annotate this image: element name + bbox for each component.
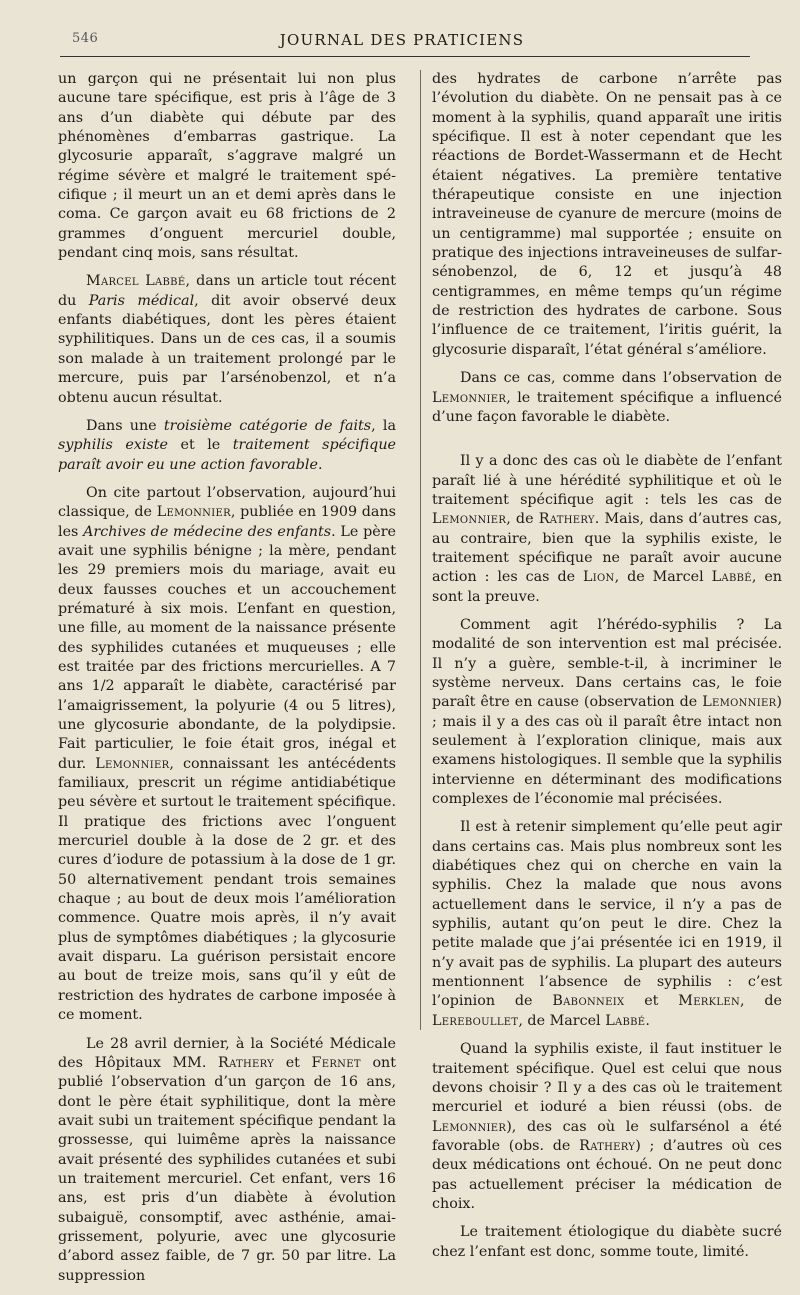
page-number: 546 [72,31,99,46]
source-title: Paris médical [88,292,195,309]
right-column [432,70,782,1271]
paragraph: Marcel Labbé, dans un article tout récent du Paris médical, dit avoir observé deux enfants diabétiques, dont les pères étaient syphilitiques. Dans un de ces cas, il a soumis son malade à un traitement prolongé par le mercure, puis par l’arsénobenzol, et n’a obtenu aucun résultat. [58,273,397,406]
emphasis: troisième catégorie de faits [163,417,372,434]
paragraph: Quand la syphilis existe, il faut instituer le traitement spécifique. Quel est celui que nous devons choisir ? Il y a des cas où le traitement mercuriel et ioduré a bien réussi (obs. de Lemonnier), des cas où le sulfarsénol a été favorable (obs. de Rathery) ; d’autres où ces deux médications ont échoué. On ne peut donc pas actuellement préciser la médication de choix. [432,1041,782,1212]
paragraph: On cite partout l’observation, aujourd’hui classique, de Lemonnier, publiée en 1909 dans les Archives de médecine des enfants. Le père avait une syphilis bénigne ; la mère, pendant les 29 premiers mois du mariage, avait eu deux fausses couches et un accouchement prématuré à six mois. L’enfant en question, une fille, au moment de la naissance présente des syphilides cutanées et muqueuses ; elle est traitée par des frictions mercurielles. A 7 ans 1/2 apparaît le diabète, caractérisé par l’amaigrissement, la polyurie (4 ou 5 litres), une glycosurie abondante, de la polydipsie. Fait particulier, le foie était gros, inégal et dur. Lemonnier, connaissant les antécédents familiaux, prescrit un régime antidiabétique peu sévère et surtout le traitement spécifique. Il pratique des frictions avec l’onguent mercuriel double à la dose de 2 gr. et des cures d’iodure de potassium à la dose de 1 gr. 50 alternativement pendant trois semaines chaque ; au bout de deux mois l’amélioration commence. Quatre mois après, il n’y avait plus de symptômes diabétiques ; la glycosurie avait disparu. La guérison persistait encore au bout de treize mois, sans qu’il y eût de restriction des hydrates de carbone imposée à ce moment. [58,484,397,1024]
paragraph: Il est à retenir simplement qu’elle peut agir dans certains cas. Mais plus nombreux sont les diabétiques chez qui on cherche en vain la syphilis. Chez la malade que nous avons actuellement dans le service, il n’y a pas de syphilis, autant qu’on peut le dire. Chez la petite malade que j’ai présentée ici en 1919, il n’y avait pas de syphilis. La plupart des auteurs mentionnent l’absence de syphilis : c’est l’opinion de Babonneix et Merklen, de Lereboullet, de Marcel Labbé. [432,819,782,1029]
author-name: Rathery [579,1137,636,1154]
author-name: Lemonnier [432,511,507,528]
paragraph: Le traitement étiologique du diabète sucré chez l’enfant est donc, somme toute, limité. [432,1224,782,1260]
emphasis: traitement spécifique paraît avoir eu une action favorable [58,437,396,473]
author-name: Labbé [605,1012,646,1029]
header-rule [60,56,750,57]
paragraph: Dans ce cas, comme dans l’observation de Lemonnier, le traitement spécifique a influencé d’une façon favorable le diabète. [432,370,782,425]
paragraph: un garçon qui ne présentait lui non plus aucune tare spécifique, est pris à l’âge de 3 ans d’un diabète qui débute par des phénomènes d’embarras gastrique. La glycosurie apparaît, s’aggrave malgré un régime sévère et malgré le traitement spécifique ; il meurt un an et demi après dans le coma. Ce garçon avait eu 68 frictions de 2 grammes d’onguent mercuriel double, pendant cinq mois, sans résultat. [58,71,396,262]
left-column [58,70,396,1295]
paragraph: Le 28 avril dernier, à la Société Médicale des Hôpitaux MM. Rathery et Fernet ont publié l’observation d’un garçon de 16 ans, dont le père était syphilitique, dont la mère avait subi un traitement spécifique pendant la grossesse, qui luimême après la naissance avait présenté des syphilides cutanées et subi un traitement mercuriel. Cet enfant, vers 16 ans, est pris d’un diabète à évolution subaiguë, consomptif, avec asthénie, amaigrissement, polyurie, avec une glycosurie d’abord assez faible, de 7 gr. 50 par litre. La suppression [58,1035,397,1284]
author-name: Lemonnier [95,755,170,772]
paragraph: Il y a donc des cas où le diabète de l’enfant paraît lié à une hérédité syphilitique et où le traitement spécifique agit : tels les cas de Lemonnier, de Rathery. Mais, dans d’autres cas, au contraire, bien que la syphilis existe, le traitement spécifique ne paraît avoir aucune action : les cas de Lion, de Marcel Labbé, en sont la preuve. [432,453,783,605]
source-title: Archives de médecine des enfants [83,523,332,540]
author-name: Lemonnier [702,694,777,711]
author-name: Lereboullet [432,1012,519,1029]
author-name: Fernet [311,1054,361,1071]
author-name: Rathery [538,511,595,528]
author-name: Lemonnier [432,1118,507,1135]
paragraph: Comment agit l’hérédo-syphilis ? La modalité de son intervention est mal précisée. Il n’y a guère, semble-t-il, à incriminer le système nerveux. Dans certains cas, le foie paraît être en cause (observation de Lemonnier) ; mais il y a des cas où il paraît être intact non seulement à l’exploration clinique, mais aux examens histologiques. Il semble que la syphilis intervienne en déterminant des modifications complexes de l’économie mal précisées. [432,616,782,808]
journal-title: JOURNAL DES PRATICIENS [279,31,525,49]
author-name: Rathery [218,1054,275,1071]
paragraph: des hydrates de carbone n’arrête pas l’évolution du diabète. On ne pensait pas à ce moment à la syphilis, quand apparaît une iritis spécifique. Il est à noter cependant que les réactions de Bordet-Wassermann et de Hecht étaient négatives. La première tentative thérapeutique consiste en une injection intraveineuse de cyanure de mercure (moins de un centigramme) mal supportée ; ensuite on pratique des injections intraveineuses de sulfarsénobenzol, de 6, 12 et jusqu’à 48 centigrammes, en même temps qu’un régime de restriction des hydrates de carbone. Sous l’influence de ce traitement, l’iritis guérit, la glycosurie disparaît, l’état général s’améliore. [432,71,782,358]
emphasis: syphilis existe [58,437,168,454]
author-name: Labbé [711,569,752,586]
author-name: Lemonnier [156,504,231,521]
author-name: Lemonnier [432,389,507,406]
author-name: Lion [583,569,615,586]
column-divider [420,70,421,1030]
author-name: Marcel Labbé [86,273,186,290]
section-gap [432,436,782,452]
author-name: Merklen [678,993,740,1010]
author-name: Babonneix [552,993,625,1010]
paragraph: Dans une troisième catégorie de faits, la syphilis existe et le traitement spécifique paraît avoir eu une action favorable. [58,417,397,473]
page-header [52,31,752,53]
